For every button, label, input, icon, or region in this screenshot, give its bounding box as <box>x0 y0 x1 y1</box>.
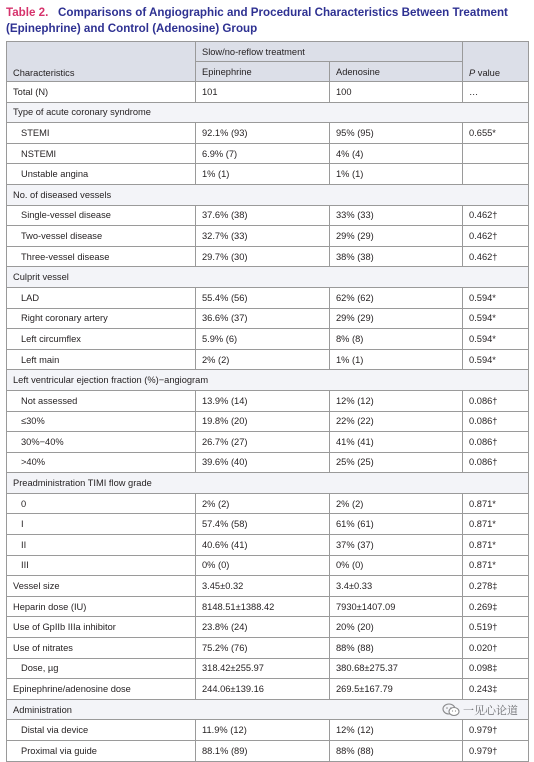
section-label: Type of acute coronary syndrome <box>7 102 529 123</box>
adenosine-cell: 20% (20) <box>330 617 463 638</box>
adenosine-cell: 1% (1) <box>330 164 463 185</box>
adenosine-cell: 88% (88) <box>330 741 463 762</box>
adenosine-cell: 88% (88) <box>330 638 463 659</box>
p-value-cell: 0.462† <box>463 205 529 226</box>
section-label: Administration <box>7 699 529 720</box>
section-row <box>7 473 529 494</box>
table-row <box>7 205 529 226</box>
epinephrine-cell: 26.7% (27) <box>196 432 330 453</box>
row-label: II <box>7 535 196 556</box>
adenosine-cell: 3.4±0.33 <box>330 576 463 597</box>
table-row <box>7 452 529 473</box>
adenosine-cell: 100 <box>330 82 463 103</box>
row-label: STEMI <box>7 123 196 144</box>
table-row <box>7 164 529 185</box>
adenosine-cell: 8% (8) <box>330 329 463 350</box>
adenosine-cell: 22% (22) <box>330 411 463 432</box>
row-label: NSTEMI <box>7 143 196 164</box>
table-row <box>7 741 529 762</box>
epinephrine-cell: 55.4% (56) <box>196 287 330 308</box>
header-p-italic: P <box>469 68 476 78</box>
epinephrine-cell: 75.2% (76) <box>196 638 330 659</box>
header-p-value <box>463 42 529 82</box>
row-label: Left circumflex <box>7 329 196 350</box>
section-row <box>7 184 529 205</box>
adenosine-cell: 29% (29) <box>330 308 463 329</box>
p-value-cell: 0.269‡ <box>463 596 529 617</box>
section-row <box>7 370 529 391</box>
header-p-rest: value <box>475 68 501 78</box>
epinephrine-cell: 23.8% (24) <box>196 617 330 638</box>
p-value-cell: 0.871* <box>463 514 529 535</box>
epinephrine-cell: 2% (2) <box>196 349 330 370</box>
epinephrine-cell: 2% (2) <box>196 493 330 514</box>
adenosine-cell: 33% (33) <box>330 205 463 226</box>
row-label: III <box>7 555 196 576</box>
epinephrine-cell: 88.1% (89) <box>196 741 330 762</box>
section-row <box>7 267 529 288</box>
epinephrine-cell: 8148.51±1388.42 <box>196 596 330 617</box>
p-value-cell: 0.594* <box>463 329 529 350</box>
epinephrine-cell: 13.9% (14) <box>196 390 330 411</box>
watermark <box>442 702 518 718</box>
epinephrine-cell: 19.8% (20) <box>196 411 330 432</box>
table-caption <box>6 5 528 37</box>
p-value-cell: 0.594* <box>463 308 529 329</box>
row-label: Use of nitrates <box>7 638 196 659</box>
table-row <box>7 679 529 700</box>
p-value-cell: 0.655* <box>463 123 529 144</box>
p-value-cell: 0.086† <box>463 432 529 453</box>
adenosine-cell: 0% (0) <box>330 555 463 576</box>
epinephrine-cell: 318.42±255.97 <box>196 658 330 679</box>
epinephrine-cell: 37.6% (38) <box>196 205 330 226</box>
epinephrine-cell: 6.9% (7) <box>196 143 330 164</box>
adenosine-cell: 2% (2) <box>330 493 463 514</box>
table-row <box>7 658 529 679</box>
epinephrine-cell: 0% (0) <box>196 555 330 576</box>
table-body <box>7 82 529 762</box>
table-row <box>7 308 529 329</box>
table-row <box>7 514 529 535</box>
header-epinephrine: Epinephrine <box>196 62 330 82</box>
row-label: Dose, µg <box>7 658 196 679</box>
header-adenosine: Adenosine <box>330 62 463 82</box>
p-value-cell: 0.871* <box>463 535 529 556</box>
p-value-cell: … <box>463 82 529 103</box>
row-label: I <box>7 514 196 535</box>
epinephrine-cell: 32.7% (33) <box>196 226 330 247</box>
row-label: Total (N) <box>7 82 196 103</box>
p-value-cell: 0.020† <box>463 638 529 659</box>
row-label: 0 <box>7 493 196 514</box>
p-value-cell: 0.462† <box>463 226 529 247</box>
p-value-cell: 0.519† <box>463 617 529 638</box>
epinephrine-cell: 5.9% (6) <box>196 329 330 350</box>
adenosine-cell: 12% (12) <box>330 720 463 741</box>
row-label: Vessel size <box>7 576 196 597</box>
row-label: Two-vessel disease <box>7 226 196 247</box>
adenosine-cell: 61% (61) <box>330 514 463 535</box>
table-row <box>7 535 529 556</box>
table-row <box>7 555 529 576</box>
adenosine-cell: 7930±1407.09 <box>330 596 463 617</box>
adenosine-cell: 29% (29) <box>330 226 463 247</box>
table-row <box>7 596 529 617</box>
table-row <box>7 287 529 308</box>
watermark-text: 一见心论道 <box>463 705 518 717</box>
row-label: >40% <box>7 452 196 473</box>
row-label: Use of GpIIb IIIa inhibitor <box>7 617 196 638</box>
adenosine-cell: 37% (37) <box>330 535 463 556</box>
p-value-cell <box>463 143 529 164</box>
section-label: Culprit vessel <box>7 267 529 288</box>
section-row <box>7 102 529 123</box>
row-label: Right coronary artery <box>7 308 196 329</box>
p-value-cell: 0.243‡ <box>463 679 529 700</box>
p-value-cell <box>463 164 529 185</box>
epinephrine-cell: 40.6% (41) <box>196 535 330 556</box>
table-row <box>7 246 529 267</box>
table-row <box>7 411 529 432</box>
data-table <box>6 41 529 762</box>
adenosine-cell: 1% (1) <box>330 349 463 370</box>
row-label: Three-vessel disease <box>7 246 196 267</box>
epinephrine-cell: 101 <box>196 82 330 103</box>
epinephrine-cell: 29.7% (30) <box>196 246 330 267</box>
row-label: 30%−40% <box>7 432 196 453</box>
row-label: Left main <box>7 349 196 370</box>
table-row <box>7 432 529 453</box>
caption-label: Table 2. <box>6 6 49 19</box>
table-row <box>7 638 529 659</box>
p-value-cell: 0.278‡ <box>463 576 529 597</box>
p-value-cell: 0.979† <box>463 720 529 741</box>
adenosine-cell: 380.68±275.37 <box>330 658 463 679</box>
table-row <box>7 720 529 741</box>
table-row <box>7 143 529 164</box>
table-row <box>7 329 529 350</box>
p-value-cell: 0.086† <box>463 411 529 432</box>
p-value-cell: 0.871* <box>463 493 529 514</box>
section-label: Preadministration TIMI flow grade <box>7 473 529 494</box>
p-value-cell: 0.462† <box>463 246 529 267</box>
wechat-icon <box>442 703 460 717</box>
header-row-group <box>7 42 529 62</box>
epinephrine-cell: 39.6% (40) <box>196 452 330 473</box>
epinephrine-cell: 57.4% (58) <box>196 514 330 535</box>
row-label: Not assessed <box>7 390 196 411</box>
caption-title: Comparisons of Angiographic and Procedural Characteristics Between Treatment (Epinephrine) and Control (Adenosine) Group <box>6 6 508 35</box>
adenosine-cell: 269.5±167.79 <box>330 679 463 700</box>
table-row <box>7 123 529 144</box>
table-row <box>7 617 529 638</box>
adenosine-cell: 38% (38) <box>330 246 463 267</box>
epinephrine-cell: 36.6% (37) <box>196 308 330 329</box>
row-label: Proximal via guide <box>7 741 196 762</box>
p-value-cell: 0.871* <box>463 555 529 576</box>
adenosine-cell: 4% (4) <box>330 143 463 164</box>
row-label: ≤30% <box>7 411 196 432</box>
epinephrine-cell: 11.9% (12) <box>196 720 330 741</box>
adenosine-cell: 12% (12) <box>330 390 463 411</box>
p-value-cell: 0.086† <box>463 390 529 411</box>
p-value-cell: 0.979† <box>463 741 529 762</box>
p-value-cell: 0.098‡ <box>463 658 529 679</box>
row-label: Unstable angina <box>7 164 196 185</box>
table-row <box>7 349 529 370</box>
table-row <box>7 576 529 597</box>
table-row <box>7 390 529 411</box>
adenosine-cell: 25% (25) <box>330 452 463 473</box>
adenosine-cell: 95% (95) <box>330 123 463 144</box>
row-label: LAD <box>7 287 196 308</box>
p-value-cell: 0.594* <box>463 349 529 370</box>
row-label: Heparin dose (IU) <box>7 596 196 617</box>
section-label: Left ventricular ejection fraction (%)−angiogram <box>7 370 529 391</box>
table-row <box>7 226 529 247</box>
table-row <box>7 493 529 514</box>
section-label: No. of diseased vessels <box>7 184 529 205</box>
header-characteristics: Characteristics <box>7 42 196 82</box>
adenosine-cell: 41% (41) <box>330 432 463 453</box>
adenosine-cell: 62% (62) <box>330 287 463 308</box>
p-value-cell: 0.086† <box>463 452 529 473</box>
epinephrine-cell: 244.06±139.16 <box>196 679 330 700</box>
header-group: Slow/no-reflow treatment <box>196 42 463 62</box>
epinephrine-cell: 3.45±0.32 <box>196 576 330 597</box>
p-value-cell: 0.594* <box>463 287 529 308</box>
epinephrine-cell: 1% (1) <box>196 164 330 185</box>
row-label: Distal via device <box>7 720 196 741</box>
epinephrine-cell: 92.1% (93) <box>196 123 330 144</box>
table-row <box>7 82 529 103</box>
row-label: Single-vessel disease <box>7 205 196 226</box>
row-label: Epinephrine/adenosine dose <box>7 679 196 700</box>
